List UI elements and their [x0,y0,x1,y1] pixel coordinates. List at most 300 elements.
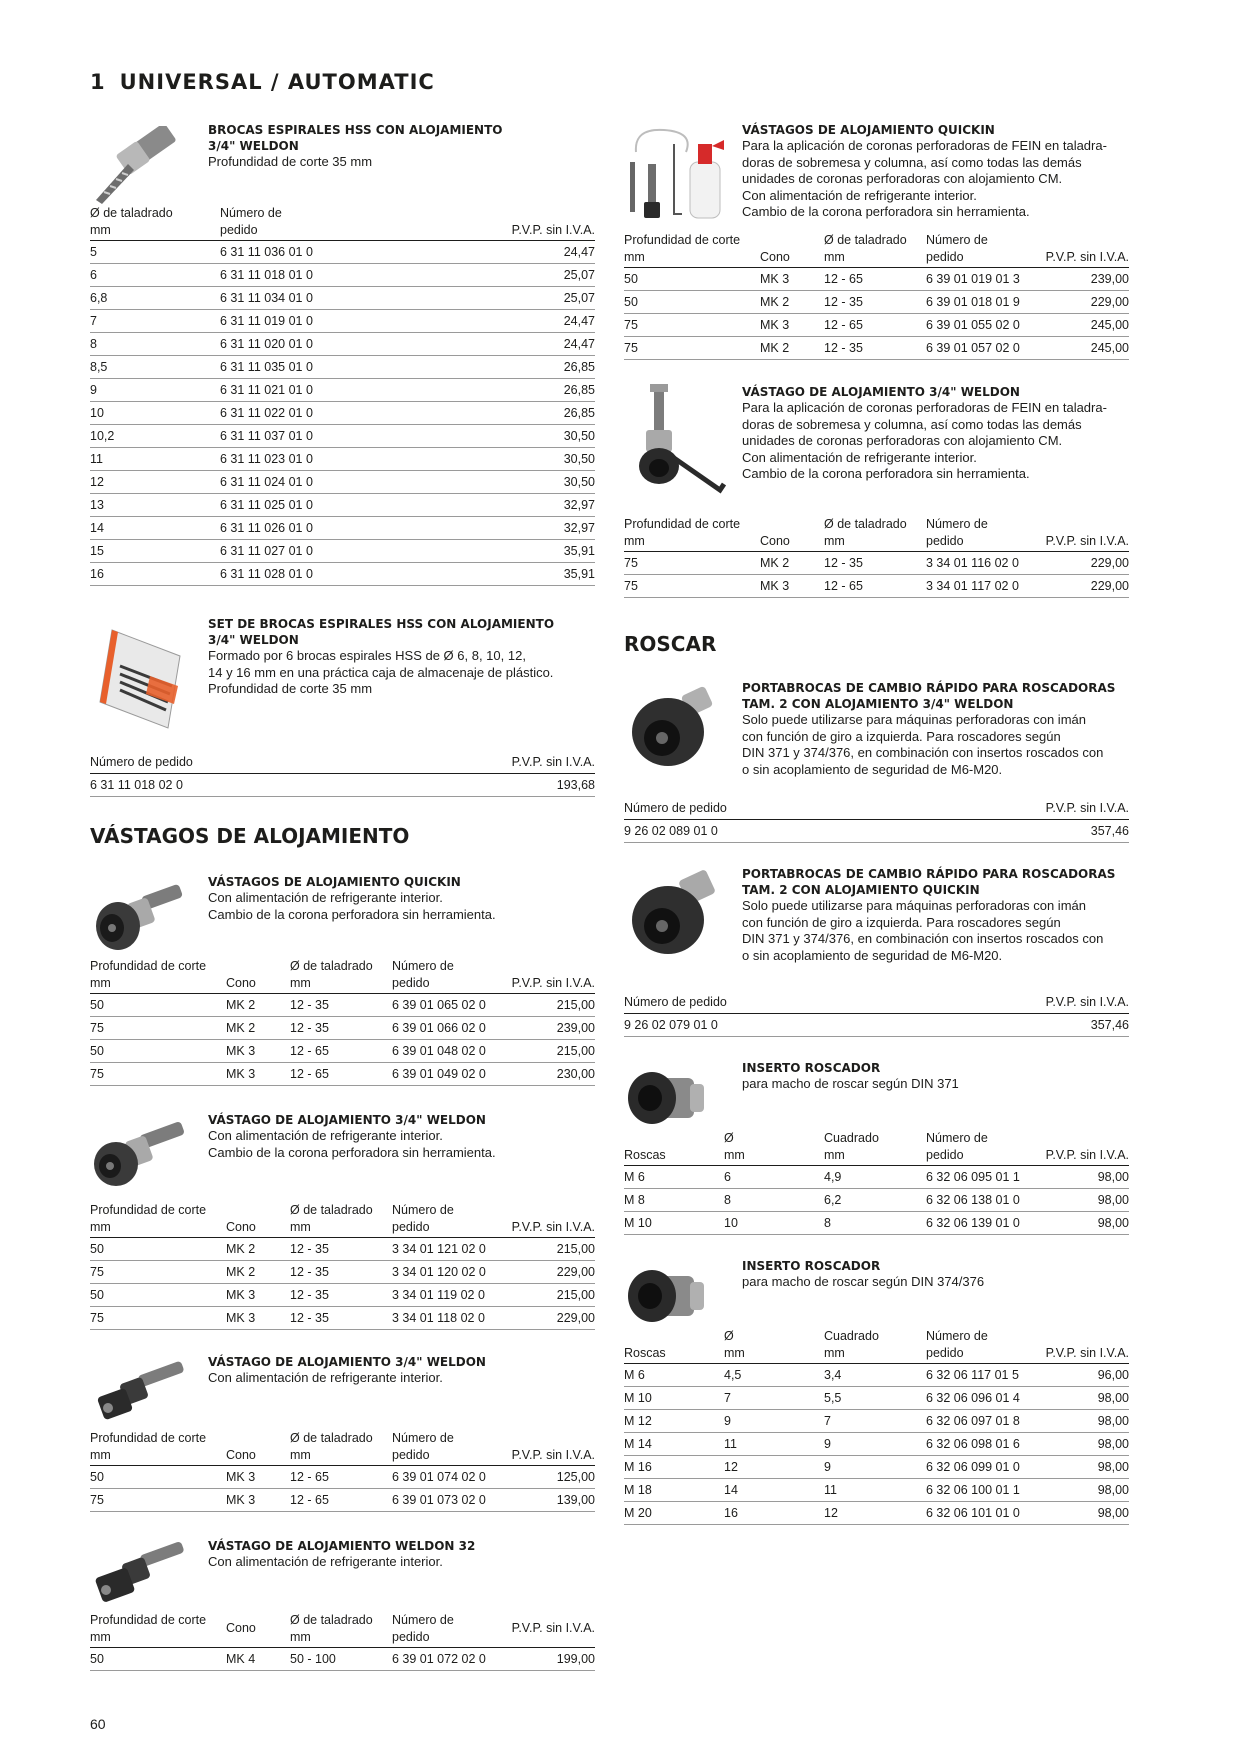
table-cell: 6 31 11 027 01 0 [220,540,370,563]
table-cell: 193,68 [369,773,595,796]
table-cell: 50 [90,1284,226,1307]
table-cell: 6 39 01 049 02 0 [392,1063,502,1086]
description-line: Profundidad de corte 35 mm [208,681,373,696]
table-cell: 30,50 [370,425,595,448]
product-description [208,1370,595,1387]
table-row [624,1479,1129,1502]
column-header: Número de pedido [624,800,903,819]
product-inserto-din371 [624,1060,1129,1093]
product-title: VÁSTAGOS DE ALOJAMIENTO QUICKIN [742,123,995,137]
product-title: VÁSTAGO DE ALOJAMIENTO WELDON 32 [208,1539,476,1553]
table-row [624,1364,1129,1387]
table-row [90,310,595,333]
table-row [624,1387,1129,1410]
table-row [90,1307,595,1330]
table-cell: 357,46 [903,819,1129,842]
description-line: Solo puede utilizarse para máquinas perforadoras con imán [742,898,1086,913]
table-cell: M 10 [624,1212,724,1235]
product-weldon-right [624,384,1129,483]
product-title: INSERTO ROSCADOR [742,1061,881,1075]
table-cell: 215,00 [502,1284,595,1307]
table-cell: 6 32 06 095 01 1 [926,1166,1036,1189]
table-cell: 98,00 [1036,1433,1129,1456]
table-cell: 9 [724,1410,824,1433]
table-cell: 75 [90,1017,226,1040]
column-header: Número de pedido [624,994,903,1013]
table-cell: 6 39 01 065 02 0 [392,994,502,1017]
column-header: Cono [226,1430,290,1466]
product-title: VÁSTAGO DE ALOJAMIENTO 3/4" WELDON [742,385,1020,399]
table-cell: 16 [724,1502,824,1525]
table-cell: 7 [90,310,220,333]
table-cell: MK 2 [760,291,824,314]
product-title: INSERTO ROSCADOR [742,1259,881,1273]
description-line: o sin acoplamiento de seguridad de M6-M20. [742,761,1003,777]
table-cell: 14 [724,1479,824,1502]
table-cell: 50 [90,1466,226,1489]
description-line: Para la aplicación de coronas perforadoras de FEIN en taladra- [742,138,1107,153]
table-cell: 24,47 [370,310,595,333]
table-cell: 24,47 [370,333,595,356]
table-cell: 98,00 [1036,1189,1129,1212]
table-cell: 6 32 06 098 01 6 [926,1433,1036,1456]
table-cell: 24,47 [370,241,595,264]
table-cell: 9 [90,379,220,402]
table-inserto-din374 [624,1328,1129,1525]
table-cell: 229,00 [1036,552,1129,575]
column-header: Profundidad de corte mm [90,1202,226,1238]
table-cell: 9 26 02 079 01 0 [624,1013,903,1036]
table-cell: 139,00 [502,1489,595,1512]
table-cell: 6 31 11 023 01 0 [220,448,370,471]
table-cell: 229,00 [502,1307,595,1330]
table-cell: 12 - 35 [290,994,392,1017]
table-cell: 6 31 11 036 01 0 [220,241,370,264]
column-header: Número de pedido [220,205,370,241]
table-cell: 98,00 [1036,1166,1129,1189]
product-text [742,1060,1129,1093]
table-header-row [624,516,1129,552]
table-cell: 6 31 11 026 01 0 [220,517,370,540]
table-cell: M 8 [624,1189,724,1212]
table-cell: 6 31 11 024 01 0 [220,471,370,494]
table-cell: 6 31 11 018 01 0 [220,264,370,287]
table-brocas-espirales [90,205,595,586]
table-row [90,1284,595,1307]
product-title: VÁSTAGOS DE ALOJAMIENTO QUICKIN [208,875,461,889]
column-header: Número de pedido [926,1130,1036,1166]
column-header: P.V.P. sin I.V.A. [903,800,1129,819]
table-cell: 10 [724,1212,824,1235]
table-weldon-32 [90,1612,595,1671]
table-cell: 6 32 06 100 01 1 [926,1479,1036,1502]
column-header: Número de pedido [926,516,1036,552]
table-cell: 75 [624,552,760,575]
table-cell: 26,85 [370,402,595,425]
description-line: Con alimentación de refrigerante interior. [208,1128,443,1143]
column-header: Cono [226,1612,290,1648]
column-header: P.V.P. sin I.V.A. [502,1202,595,1238]
column-header: P.V.P. sin I.V.A. [370,205,595,241]
table-cell: 75 [90,1063,226,1086]
table-row [90,1017,595,1040]
description-line: Formado por 6 brocas espirales HSS de Ø 6, 8, 10, 12, [208,648,526,663]
column-header: P.V.P. sin I.V.A. [502,1612,595,1648]
product-description [742,400,1129,483]
table-cell: 50 [90,1648,226,1671]
table-header-row [90,1612,595,1648]
table-row [90,333,595,356]
table-cell: 6 39 01 072 02 0 [392,1648,502,1671]
description-line: Profundidad de corte 35 mm [208,154,373,169]
table-cell: 12 [724,1456,824,1479]
product-description [742,1274,1129,1291]
product-text [208,874,595,923]
description-line: doras de sobremesa y columna, así como todas las demás [742,154,1082,170]
table-cell: 12 - 65 [824,575,926,598]
tapping-chuck-weldon-image [624,684,724,784]
drill-set-box-image [90,616,190,716]
table-cell: 215,00 [502,994,595,1017]
table-cell: 75 [624,337,760,360]
table-cell: MK 3 [226,1063,290,1086]
table-cell: 229,00 [502,1261,595,1284]
section-title-roscar: ROSCAR [624,632,717,656]
table-cell: 12 - 65 [290,1040,392,1063]
product-description [742,1076,1129,1093]
column-header: Ø de taladrado mm [824,516,926,552]
description-line: unidades de coronas perforadoras con alojamiento CM. [742,171,1063,186]
table-row [90,517,595,540]
column-header: Cono [226,1202,290,1238]
product-title: VÁSTAGO DE ALOJAMIENTO 3/4" WELDON [208,1355,486,1369]
weldon-arbor-image [90,1116,190,1216]
table-inserto-din371 [624,1130,1129,1235]
description-line: Cambio de la corona perforadora sin herramienta. [208,906,496,922]
table-cell: 8 [824,1212,926,1235]
table-cell: 50 [90,994,226,1017]
table-cell: 10 [90,402,220,425]
table-cell: MK 2 [226,1261,290,1284]
table-quickin-right [624,232,1129,360]
table-cell: M 14 [624,1433,724,1456]
table-cell: 6 31 11 022 01 0 [220,402,370,425]
description-line: Solo puede utilizarse para máquinas perforadoras con imán [742,712,1086,727]
table-cell: 98,00 [1036,1410,1129,1433]
table-cell: 30,50 [370,448,595,471]
column-header: Ø mm [724,1328,824,1364]
table-cell: MK 2 [226,994,290,1017]
table-header-row [624,994,1129,1013]
table-cell: 6 39 01 048 02 0 [392,1040,502,1063]
table-cell: 75 [90,1261,226,1284]
product-description [742,898,1129,964]
table-cell: 11 [724,1433,824,1456]
column-header: Cuadrado mm [824,1328,926,1364]
table-cell: MK 3 [760,314,824,337]
column-header: P.V.P. sin I.V.A. [502,1430,595,1466]
table-cell: 245,00 [1036,314,1129,337]
table-cell: 12 - 65 [824,314,926,337]
column-header: P.V.P. sin I.V.A. [502,958,595,994]
column-header: Cono [226,958,290,994]
table-row [90,402,595,425]
table-cell: 6 39 01 073 02 0 [392,1489,502,1512]
table-cell: 4,9 [824,1166,926,1189]
product-brocas-espirales [90,122,595,171]
table-cell: 215,00 [502,1040,595,1063]
table-cell: 230,00 [502,1063,595,1086]
column-header: Profundidad de corte mm [90,1612,226,1648]
column-header: P.V.P. sin I.V.A. [1036,516,1129,552]
column-header: Ø de taladrado mm [290,958,392,994]
description-line: con función de giro a izquierda. Para roscadores según [742,914,1061,930]
table-cell: 30,50 [370,471,595,494]
table-cell: 96,00 [1036,1364,1129,1387]
description-line: DIN 371 y 374/376, en combinación con insertos roscados con [742,931,1104,946]
table-header-row [90,205,595,241]
table-cell: 25,07 [370,287,595,310]
table-header-row [90,958,595,994]
table-cell: 6 39 01 019 01 3 [926,268,1036,291]
table-cell: 11 [90,448,220,471]
table-cell: 7 [724,1387,824,1410]
column-header: P.V.P. sin I.V.A. [903,994,1129,1013]
table-cell: 12 [90,471,220,494]
table-cell: MK 2 [760,552,824,575]
product-description [208,154,595,171]
product-description [208,648,595,698]
weldon-arbor-key-image [624,384,734,494]
table-cell: MK 3 [226,1284,290,1307]
table-cell: 6 32 06 117 01 5 [926,1364,1036,1387]
table-cell: 6 39 01 074 02 0 [392,1466,502,1489]
table-row [90,994,595,1017]
description-line: Con alimentación de refrigerante interior. [742,449,977,465]
table-cell: 6 31 11 028 01 0 [220,563,370,586]
table-row [90,494,595,517]
table-cell: 6 32 06 099 01 0 [926,1456,1036,1479]
table-cell: 12 - 35 [290,1307,392,1330]
table-portabrocas-weldon [624,800,1129,843]
product-text [742,384,1129,483]
product-title: BROCAS ESPIRALES HSS CON ALOJAMIENTO 3/4" WELDON [208,123,503,153]
table-header-row [624,232,1129,268]
product-text [742,122,1129,221]
table-cell: MK 3 [226,1489,290,1512]
description-line: Con alimentación de refrigerante interior. [208,1370,443,1385]
table-cell: M 6 [624,1166,724,1189]
description-line: Con alimentación de refrigerante interior. [742,187,977,203]
product-text [208,122,595,171]
table-cell: 3 34 01 116 02 0 [926,552,1036,575]
table-cell: 12 - 35 [290,1261,392,1284]
product-weldon-left-2 [90,1354,595,1387]
table-row [624,268,1129,291]
table-cell: 229,00 [1036,575,1129,598]
table-cell: 25,07 [370,264,595,287]
table-header-row [624,1130,1129,1166]
table-cell: 12 - 65 [824,268,926,291]
column-header: Ø de taladrado mm [90,205,220,241]
table-cell: MK 3 [226,1466,290,1489]
product-quickin-left [90,874,595,923]
table-cell: 98,00 [1036,1479,1129,1502]
table-cell: 12 - 35 [290,1017,392,1040]
column-header: Cono [760,516,824,552]
table-cell: 75 [90,1489,226,1512]
table-cell: 32,97 [370,517,595,540]
table-cell: 8,5 [90,356,220,379]
table-cell: 6 39 01 018 01 9 [926,291,1036,314]
table-cell: 6,2 [824,1189,926,1212]
description-line: Con alimentación de refrigerante interior. [208,890,443,905]
column-header: Número de pedido [392,958,502,994]
table-cell: MK 4 [226,1648,290,1671]
table-row [624,337,1129,360]
table-row [624,1013,1129,1036]
tapping-chuck-quickin-image [624,870,724,970]
product-text [742,1258,1129,1291]
description-line: para macho de roscar según DIN 374/376 [742,1274,985,1289]
table-cell: 3 34 01 118 02 0 [392,1307,502,1330]
description-line: para macho de roscar según DIN 371 [742,1076,959,1091]
table-row [90,425,595,448]
table-row [90,1238,595,1261]
table-row [90,1040,595,1063]
table-cell: 3 34 01 117 02 0 [926,575,1036,598]
table-cell: 98,00 [1036,1387,1129,1410]
table-row [624,1410,1129,1433]
description-line: Cambio de la corona perforadora sin herramienta. [742,466,1030,481]
chapter-title: UNIVERSAL / AUTOMATIC [119,70,435,94]
table-weldon-right [624,516,1129,598]
table-cell: 6 31 11 034 01 0 [220,287,370,310]
table-header-row [90,1430,595,1466]
table-cell: 6 39 01 066 02 0 [392,1017,502,1040]
description-line: con función de giro a izquierda. Para roscadores según [742,728,1061,744]
column-header: Número de pedido [926,232,1036,268]
product-description [208,1554,595,1571]
product-weldon-32 [90,1538,595,1571]
table-cell: 14 [90,517,220,540]
description-line: Con alimentación de refrigerante interior. [208,1554,443,1569]
table-row [624,1189,1129,1212]
table-cell: 357,46 [903,1013,1129,1036]
table-cell: 199,00 [502,1648,595,1671]
table-cell: 12 - 35 [290,1238,392,1261]
product-text [742,866,1129,964]
table-cell: 12 - 65 [290,1489,392,1512]
column-header: P.V.P. sin I.V.A. [369,754,595,773]
column-header: P.V.P. sin I.V.A. [1036,1130,1129,1166]
column-header: Número de pedido [926,1328,1036,1364]
product-text [208,1538,595,1571]
table-cell: M 18 [624,1479,724,1502]
table-cell: 9 [824,1456,926,1479]
table-cell: 9 26 02 089 01 0 [624,819,903,842]
table-cell: 26,85 [370,356,595,379]
column-header: Roscas [624,1328,724,1364]
table-cell: 6 [90,264,220,287]
table-cell: 6 31 11 037 01 0 [220,425,370,448]
product-description [208,890,595,923]
column-header: Número de pedido [392,1430,502,1466]
chapter-number: 1 [90,70,106,94]
table-row [624,1212,1129,1235]
product-title: SET DE BROCAS ESPIRALES HSS CON ALOJAMIENTO 3/4" WELDON [208,617,555,647]
table-row [90,773,595,796]
table-header-row [624,1328,1129,1364]
table-row [90,241,595,264]
table-row [624,1166,1129,1189]
table-cell: 6 31 11 025 01 0 [220,494,370,517]
table-set-brocas [90,754,595,797]
description-line: Para la aplicación de coronas perforadoras de FEIN en taladra- [742,400,1107,415]
column-header: Profundidad de corte mm [90,1430,226,1466]
description-line: o sin acoplamiento de seguridad de M6-M20. [742,947,1003,963]
table-cell: 50 [624,291,760,314]
column-header: Ø de taladrado mm [290,1430,392,1466]
table-cell: 6 31 11 035 01 0 [220,356,370,379]
table-cell: 5 [90,241,220,264]
product-inserto-din374 [624,1258,1129,1291]
table-cell: 10,2 [90,425,220,448]
table-row [624,1502,1129,1525]
table-cell: MK 3 [226,1307,290,1330]
column-header: Cuadrado mm [824,1130,926,1166]
table-weldon-left [90,1202,595,1330]
table-row [90,287,595,310]
table-cell: 15 [90,540,220,563]
table-row [90,1261,595,1284]
table-row [90,1648,595,1671]
table-cell: 4,5 [724,1364,824,1387]
table-cell: 75 [624,575,760,598]
table-cell: 50 [90,1040,226,1063]
description-line: unidades de coronas perforadoras con alojamiento CM. [742,433,1063,448]
product-description [742,712,1129,778]
product-text [208,616,595,698]
table-weldon-left-2 [90,1430,595,1512]
column-header: Roscas [624,1130,724,1166]
table-row [90,1489,595,1512]
table-cell: 35,91 [370,540,595,563]
table-cell: 50 - 100 [290,1648,392,1671]
product-quickin-right [624,122,1129,221]
column-header: Profundidad de corte mm [624,516,760,552]
table-cell: 75 [624,314,760,337]
table-cell: 6 31 11 020 01 0 [220,333,370,356]
table-cell: 9 [824,1433,926,1456]
column-header: Ø de taladrado mm [290,1202,392,1238]
table-cell: 5,5 [824,1387,926,1410]
description-line: DIN 371 y 374/376, en combinación con insertos roscados con [742,745,1104,760]
table-cell: 50 [90,1238,226,1261]
column-header: P.V.P. sin I.V.A. [1036,1328,1129,1364]
table-cell: 3,4 [824,1364,926,1387]
table-cell: 12 - 65 [290,1466,392,1489]
product-text [208,1354,595,1387]
product-portabrocas-quickin [624,866,1129,964]
table-cell: M 6 [624,1364,724,1387]
column-header: Número de pedido [392,1612,502,1648]
table-cell: 32,97 [370,494,595,517]
product-description [208,1128,595,1161]
table-cell: 239,00 [1036,268,1129,291]
table-cell: 12 - 35 [824,552,926,575]
table-cell: 6 31 11 018 02 0 [90,773,369,796]
